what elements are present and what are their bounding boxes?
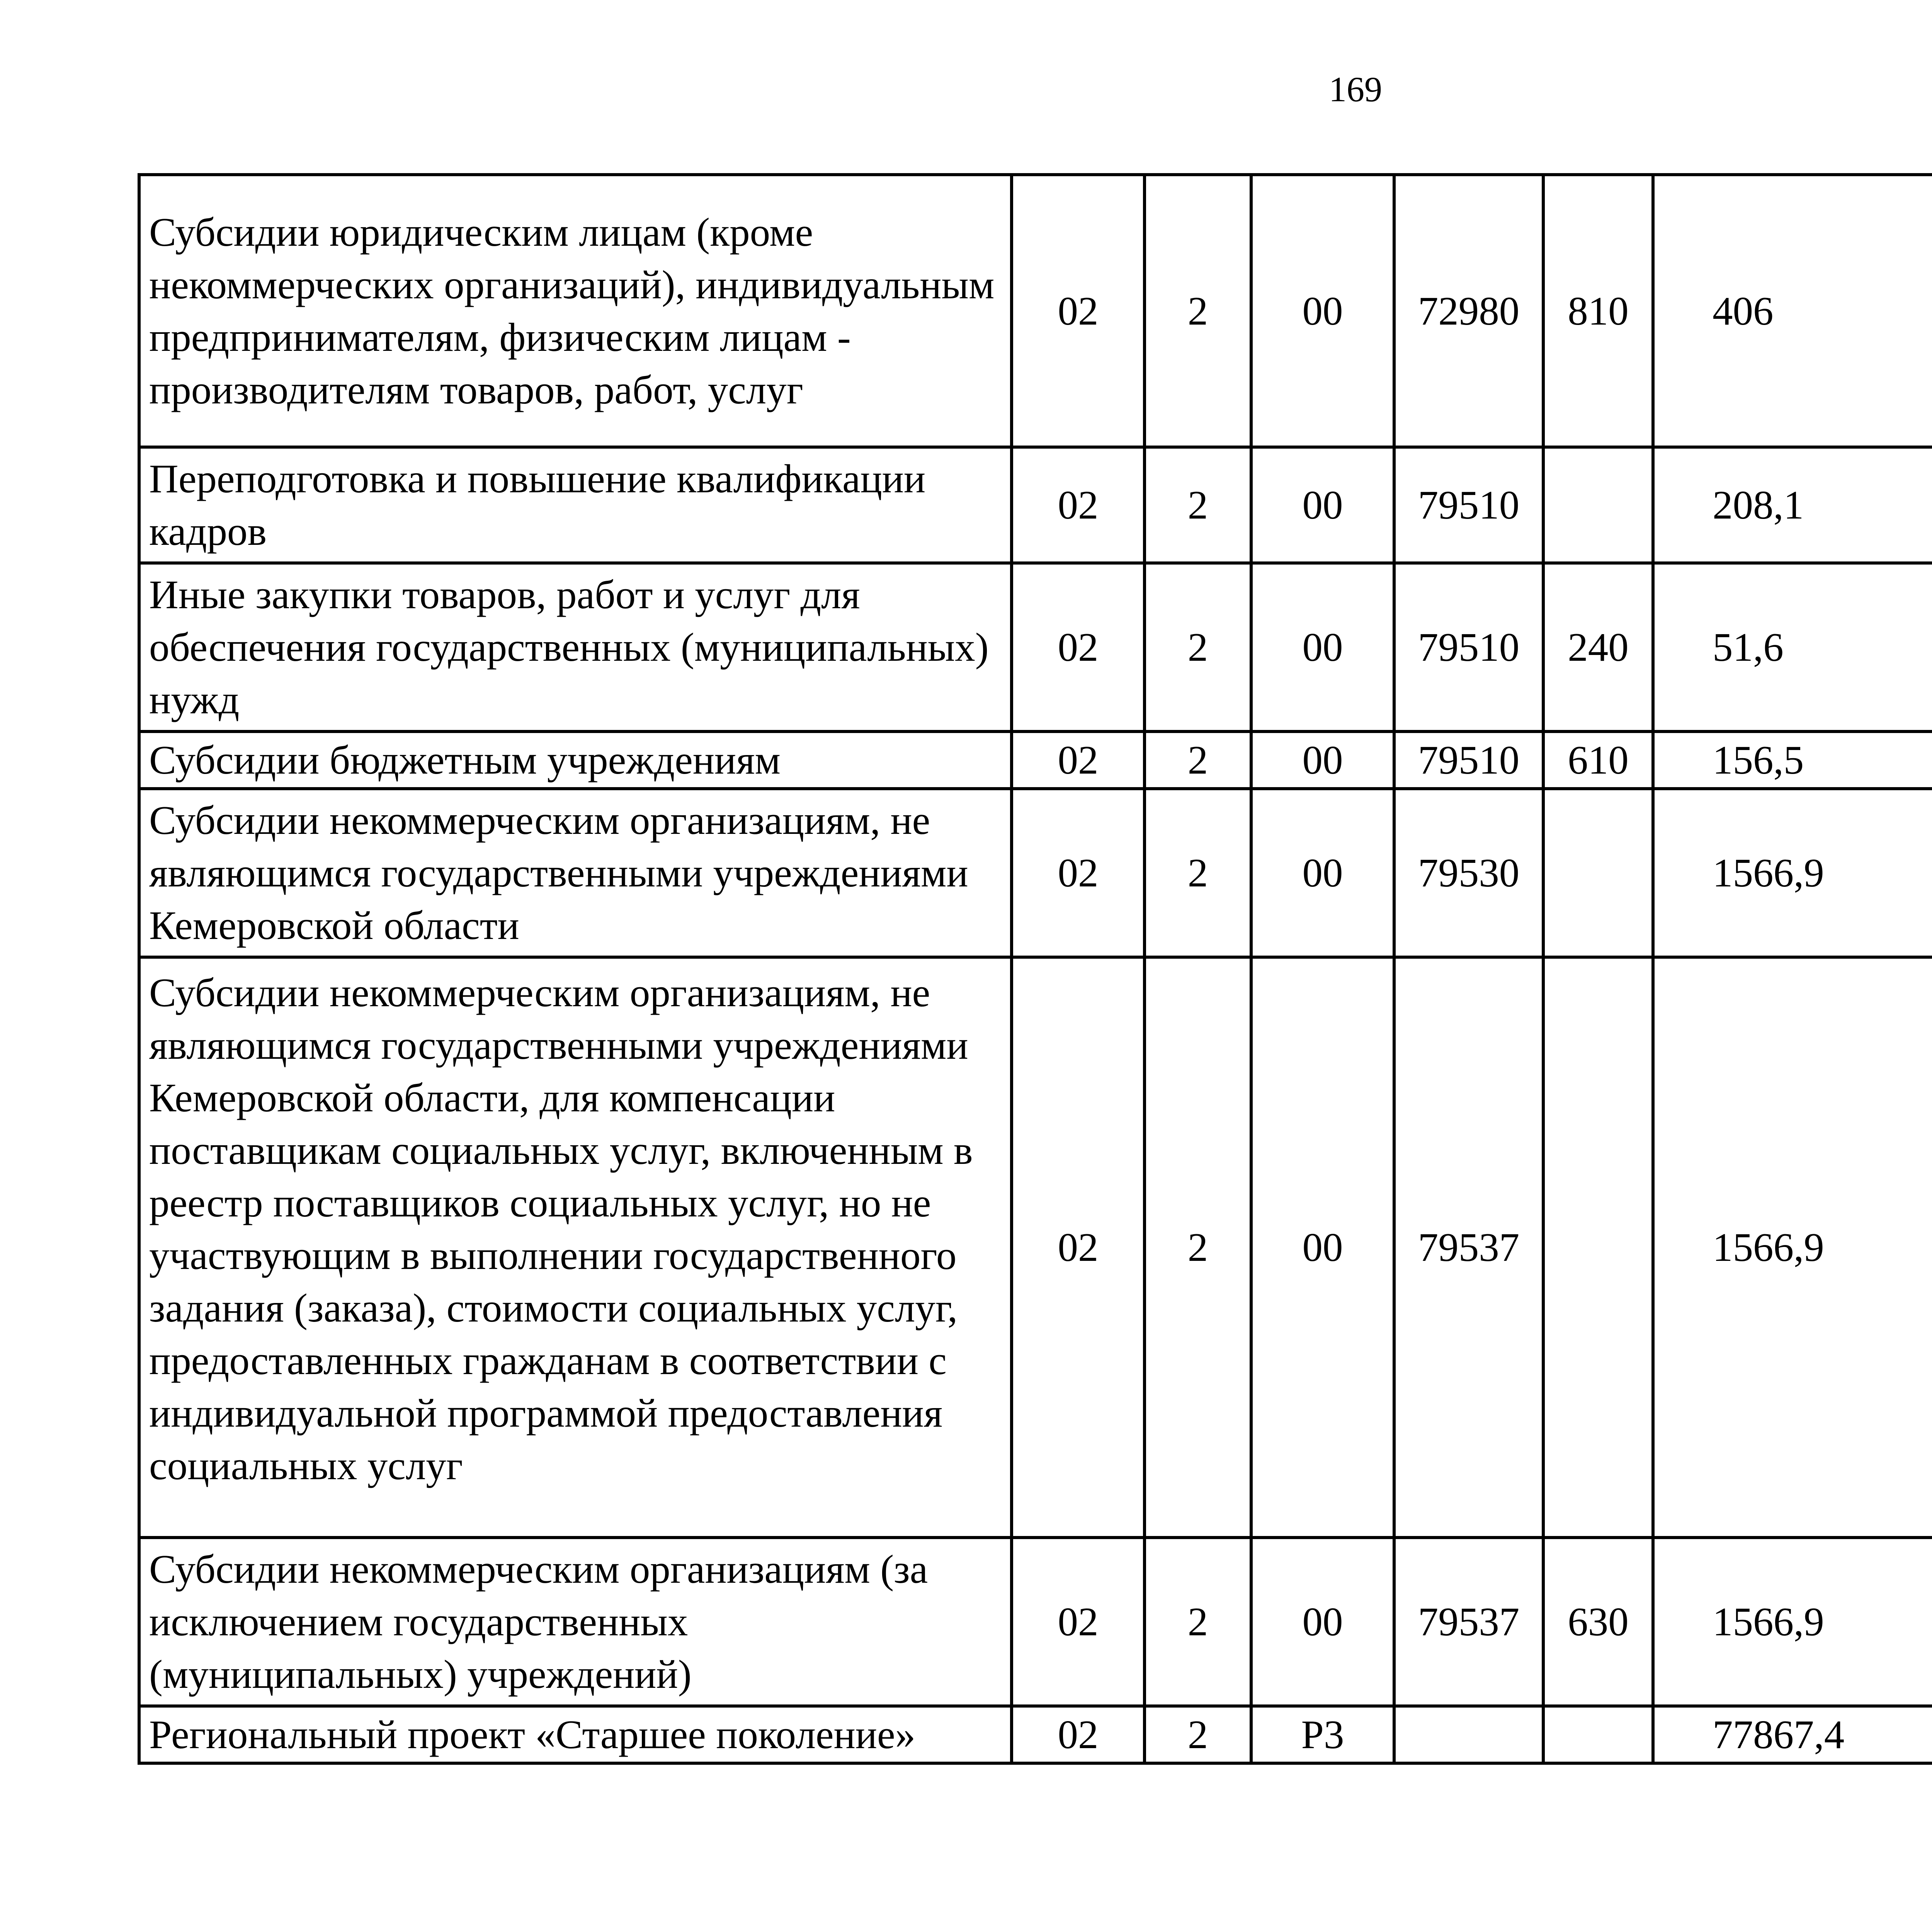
code-subprogram: 00 <box>1251 175 1394 447</box>
code-subprogram: 00 <box>1251 789 1394 957</box>
row-name: Субсидии некоммерческим организациям, не являющимся государственными учреждениями Кемеровской области <box>139 789 1012 957</box>
amount-year-1: 1566,9 <box>1653 957 1932 1538</box>
amount-year-1: 1566,9 <box>1653 789 1932 957</box>
code-program: 2 <box>1145 1538 1251 1706</box>
amount-year-1: 1566,9 <box>1653 1538 1932 1706</box>
code-direction <box>1394 1706 1543 1763</box>
code-expense-type <box>1543 957 1653 1538</box>
code-expense-type: 240 <box>1543 563 1653 731</box>
code-direction: 79530 <box>1394 789 1543 957</box>
page-number: 169 <box>1329 70 1382 109</box>
budget-table <box>138 173 1932 1765</box>
code-section: 02 <box>1012 447 1145 563</box>
code-section: 02 <box>1012 731 1145 789</box>
row-name: Субсидии юридическим лицам (кроме некоммерческих организаций), индивидуальным предпринимателям, физическим лицам - производителям товаров, работ, услуг <box>139 175 1012 447</box>
row-name: Региональный проект «Старшее поколение» <box>139 1706 1012 1763</box>
row-name: Субсидии некоммерческим организациям (за исключением государственных (муниципальных) учреждений) <box>139 1538 1012 1706</box>
table-row <box>139 957 1932 1538</box>
amount-year-1: 156,5 <box>1653 731 1932 789</box>
code-section: 02 <box>1012 789 1145 957</box>
code-expense-type: 610 <box>1543 731 1653 789</box>
code-program: 2 <box>1145 789 1251 957</box>
row-name: Субсидии некоммерческим организациям, не являющимся государственными учреждениями Кемеровской области, для компенсации поставщикам социальных услуг, включенным в реестр поставщиков социальных услуг, но не участвующим в выполнении государственного задания (заказа), стоимости социальных услуг, предоставленных гражданам в соответствии с индивидуальной программой предоставления социальных услуг <box>139 957 1012 1538</box>
code-direction: 72980 <box>1394 175 1543 447</box>
row-name: Иные закупки товаров, работ и услуг для обеспечения государственных (муниципальных) нужд <box>139 563 1012 731</box>
table-row <box>139 789 1932 957</box>
code-direction: 79537 <box>1394 1538 1543 1706</box>
code-direction: 79510 <box>1394 563 1543 731</box>
table-row <box>139 1706 1932 1763</box>
amount-year-1: 208,1 <box>1653 447 1932 563</box>
table-row <box>139 1538 1932 1706</box>
code-subprogram: 00 <box>1251 563 1394 731</box>
code-section: 02 <box>1012 1538 1145 1706</box>
code-expense-type <box>1543 789 1653 957</box>
code-expense-type <box>1543 447 1653 563</box>
code-direction: 79537 <box>1394 957 1543 1538</box>
code-section: 02 <box>1012 957 1145 1538</box>
amount-year-1: 77867,4 <box>1653 1706 1932 1763</box>
amount-year-1: 406 <box>1653 175 1932 447</box>
code-section: 02 <box>1012 563 1145 731</box>
code-expense-type: 810 <box>1543 175 1653 447</box>
table-row <box>139 175 1932 447</box>
row-name: Субсидии бюджетным учреждениям <box>139 731 1012 789</box>
code-subprogram: 00 <box>1251 731 1394 789</box>
code-subprogram: P3 <box>1251 1706 1394 1763</box>
row-name: Переподготовка и повышение квалификации кадров <box>139 447 1012 563</box>
code-expense-type: 630 <box>1543 1538 1653 1706</box>
code-program: 2 <box>1145 563 1251 731</box>
code-subprogram: 00 <box>1251 447 1394 563</box>
code-expense-type <box>1543 1706 1653 1763</box>
amount-year-1: 51,6 <box>1653 563 1932 731</box>
code-program: 2 <box>1145 731 1251 789</box>
code-program: 2 <box>1145 175 1251 447</box>
code-direction: 79510 <box>1394 731 1543 789</box>
code-program: 2 <box>1145 957 1251 1538</box>
code-program: 2 <box>1145 447 1251 563</box>
code-program: 2 <box>1145 1706 1251 1763</box>
table-row <box>139 447 1932 563</box>
code-direction: 79510 <box>1394 447 1543 563</box>
code-section: 02 <box>1012 175 1145 447</box>
code-subprogram: 00 <box>1251 957 1394 1538</box>
table-row <box>139 731 1932 789</box>
table-row <box>139 563 1932 731</box>
code-subprogram: 00 <box>1251 1538 1394 1706</box>
code-section: 02 <box>1012 1706 1145 1763</box>
